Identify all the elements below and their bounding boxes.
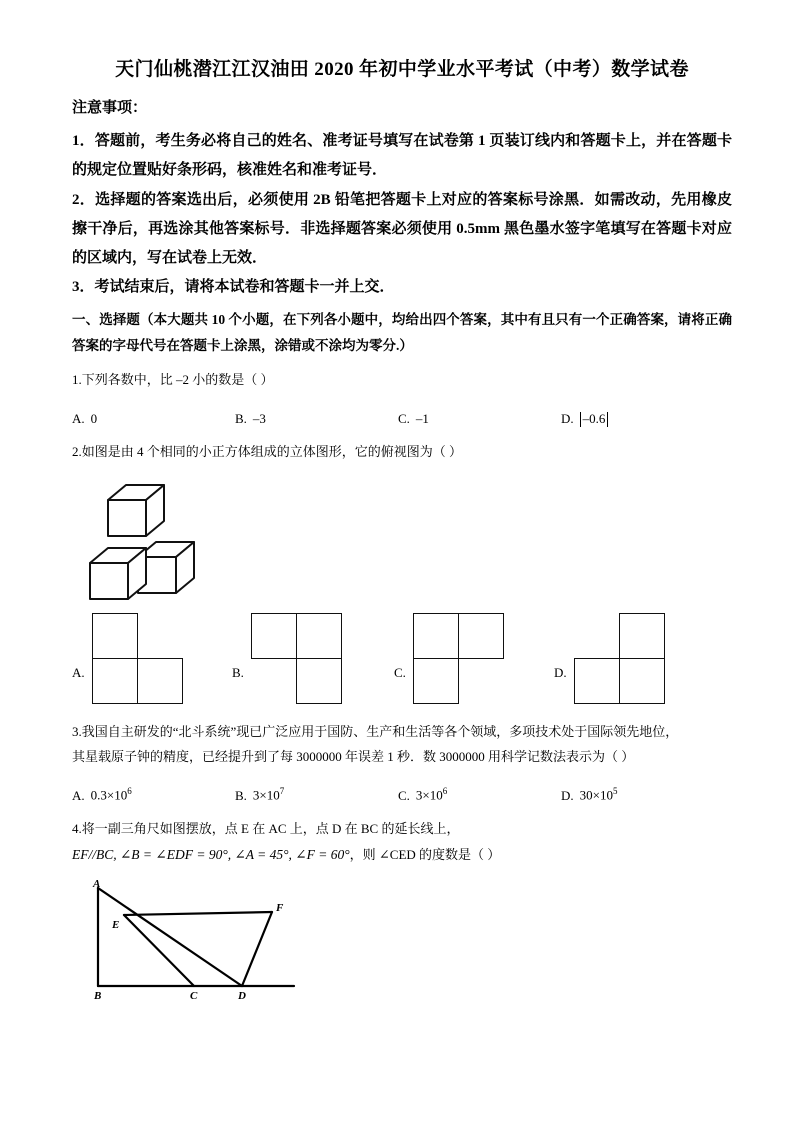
option-value-absolute: –0.6 bbox=[580, 412, 609, 427]
option-letter: A. bbox=[72, 410, 85, 426]
note-item-1: 1．答题前，考生务必将自己的姓名、准考证号填写在试卷第 1 页装订线内和答题卡上，并在答题卡的规定位置贴好条形码，核准姓名和准考证号． bbox=[72, 133, 732, 179]
top-view-grid-b bbox=[251, 613, 343, 705]
question-4-stem-line-2 bbox=[72, 842, 732, 868]
question-2-option-c[interactable] bbox=[394, 607, 505, 711]
option-letter: C. bbox=[394, 665, 406, 681]
question-1-option-c[interactable] bbox=[398, 407, 561, 432]
option-value: 0 bbox=[90, 410, 98, 426]
option-exponent: 6 bbox=[127, 786, 132, 797]
question-4-math: EF//BC, ∠B = ∠EDF = 90°, ∠A = 45°, ∠F = 60° bbox=[72, 846, 350, 862]
geometry-label-B: B bbox=[94, 990, 102, 1003]
geometry-label-F: F bbox=[276, 902, 284, 915]
grid-cell-top-right bbox=[296, 613, 342, 659]
question-1-text: 下列各数中，比 –2 小的数是（ ） bbox=[81, 372, 274, 388]
question-2-option-b[interactable] bbox=[232, 607, 343, 711]
option-base: 0.3×10 bbox=[90, 787, 128, 803]
option-letter: B. bbox=[235, 787, 247, 803]
option-letter: A. bbox=[72, 787, 85, 803]
question-3-option-a[interactable] bbox=[72, 783, 235, 808]
section-heading-multiple-choice: 一、选择题（本大题共 10 个小题，在下列各小题中，均给出四个答案，其中有且只有一个正确答案，请将正确答案的字母代号在答题卡上涂黑，涂错或不涂均为零分.） bbox=[72, 311, 732, 353]
grid-cell-bottom-right bbox=[137, 658, 183, 704]
option-letter: B. bbox=[232, 665, 244, 681]
option-letter: D. bbox=[554, 665, 567, 681]
top-view-grid-c bbox=[413, 613, 505, 705]
option-value bbox=[253, 783, 284, 808]
option-letter: A. bbox=[72, 665, 85, 681]
grid-cell-top-left bbox=[413, 613, 459, 659]
question-4-text-2: ，则 ∠CED 的度数是（ ） bbox=[349, 846, 501, 862]
question-3-option-d[interactable] bbox=[561, 783, 724, 808]
question-3-stem-line-2: 其星载原子钟的精度，已经提升到了每 3000000 年误差 1 秒．数 3000000 用科学记数法表示为（ ） bbox=[72, 749, 635, 765]
question-1-number: 1. bbox=[72, 372, 82, 388]
question-1 bbox=[72, 367, 732, 431]
option-value: –3 bbox=[252, 410, 266, 426]
grid-cell-bottom-left bbox=[413, 658, 459, 704]
option-base: 30×10 bbox=[579, 787, 613, 803]
question-3-option-b[interactable] bbox=[235, 783, 398, 808]
question-1-option-a[interactable] bbox=[72, 407, 235, 432]
question-3-stem-line-1 bbox=[72, 719, 732, 744]
option-letter: D. bbox=[561, 787, 574, 803]
top-view-grid-d bbox=[574, 613, 666, 705]
option-letter: B. bbox=[235, 410, 247, 426]
question-1-option-d[interactable] bbox=[561, 407, 724, 432]
question-2-number: 2. bbox=[72, 444, 82, 460]
question-3-number: 3. bbox=[72, 723, 82, 739]
option-exponent: 6 bbox=[442, 786, 448, 797]
geometry-svg bbox=[72, 874, 322, 1002]
grid-cell-bottom-right bbox=[296, 658, 342, 704]
option-letter: C. bbox=[398, 410, 410, 426]
solid-of-four-cubes-figure bbox=[72, 471, 732, 603]
question-2-option-d[interactable] bbox=[554, 607, 666, 711]
question-2-options bbox=[72, 607, 732, 711]
option-base: 3×10 bbox=[415, 787, 443, 803]
option-exponent: 5 bbox=[612, 786, 618, 797]
question-4-stem-line-1 bbox=[72, 816, 732, 841]
grid-cell-top-left bbox=[92, 613, 138, 659]
geometry-label-C: C bbox=[190, 990, 198, 1003]
option-base: 3×10 bbox=[252, 787, 280, 803]
grid-cell-top-right bbox=[458, 613, 504, 659]
question-2-option-a[interactable] bbox=[72, 607, 184, 711]
option-letter: D. bbox=[561, 410, 574, 426]
question-3-text-1: 我国自主研发的“北斗系统”现已广泛应用于国防、生产和生活等各个领域，多项技术处于国际领先地位， bbox=[81, 723, 679, 739]
page-content bbox=[72, 58, 732, 1002]
question-3-options bbox=[72, 783, 732, 808]
grid-cell-bottom-left bbox=[574, 658, 620, 704]
question-4-number: 4. bbox=[72, 821, 82, 837]
question-1-stem bbox=[72, 367, 732, 392]
question-2-text: 如图是由 4 个相同的小正方体组成的立体图形，它的俯视图为（ ） bbox=[81, 444, 463, 460]
geometry-label-A: A bbox=[93, 878, 101, 891]
geometry-label-E: E bbox=[112, 919, 120, 932]
question-3 bbox=[72, 719, 732, 809]
grid-cell-top-right bbox=[619, 613, 665, 659]
question-4-text-1: 将一副三角尺如图摆放，点 E 在 AC 上，点 D 在 BC 的延长线上， bbox=[81, 821, 460, 837]
question-4 bbox=[72, 816, 732, 1002]
question-2 bbox=[72, 439, 732, 710]
question-3-option-c[interactable] bbox=[398, 783, 561, 808]
question-1-option-b[interactable] bbox=[235, 407, 398, 432]
question-1-options bbox=[72, 407, 732, 432]
grid-cell-bottom-right bbox=[619, 658, 665, 704]
geometry-label-D: D bbox=[238, 990, 246, 1003]
notes-heading: 注意事项： bbox=[72, 99, 148, 116]
option-value bbox=[416, 783, 447, 808]
option-exponent: 7 bbox=[279, 786, 285, 797]
option-value bbox=[580, 783, 618, 808]
note-item-2: 2．选择题的答案选出后，必须使用 2B 铅笔把答题卡上对应的答案标号涂黑．如需改动，先用橡皮擦干净后，再选涂其他答案标号．非选择题答案必须使用 0.5mm 黑色墨水签字笔填写在答题卡对应的区域内，写在试卷上无效． bbox=[72, 191, 732, 267]
grid-cell-bottom-left bbox=[92, 658, 138, 704]
triangle-rulers-figure bbox=[72, 874, 732, 1002]
grid-cell-top-left bbox=[251, 613, 297, 659]
option-value: –1 bbox=[415, 410, 429, 426]
option-value bbox=[91, 783, 132, 808]
page-title: 天门仙桃潜江江汉油田 2020 年初中学业水平考试（中考）数学试卷 bbox=[115, 59, 689, 80]
option-letter: C. bbox=[398, 787, 410, 803]
top-view-grid-a bbox=[92, 613, 184, 705]
cubes-svg bbox=[72, 471, 272, 603]
note-item-3: 3．考试结束后，请将本试卷和答题卡一并上交． bbox=[72, 279, 395, 296]
question-2-stem bbox=[72, 439, 732, 464]
